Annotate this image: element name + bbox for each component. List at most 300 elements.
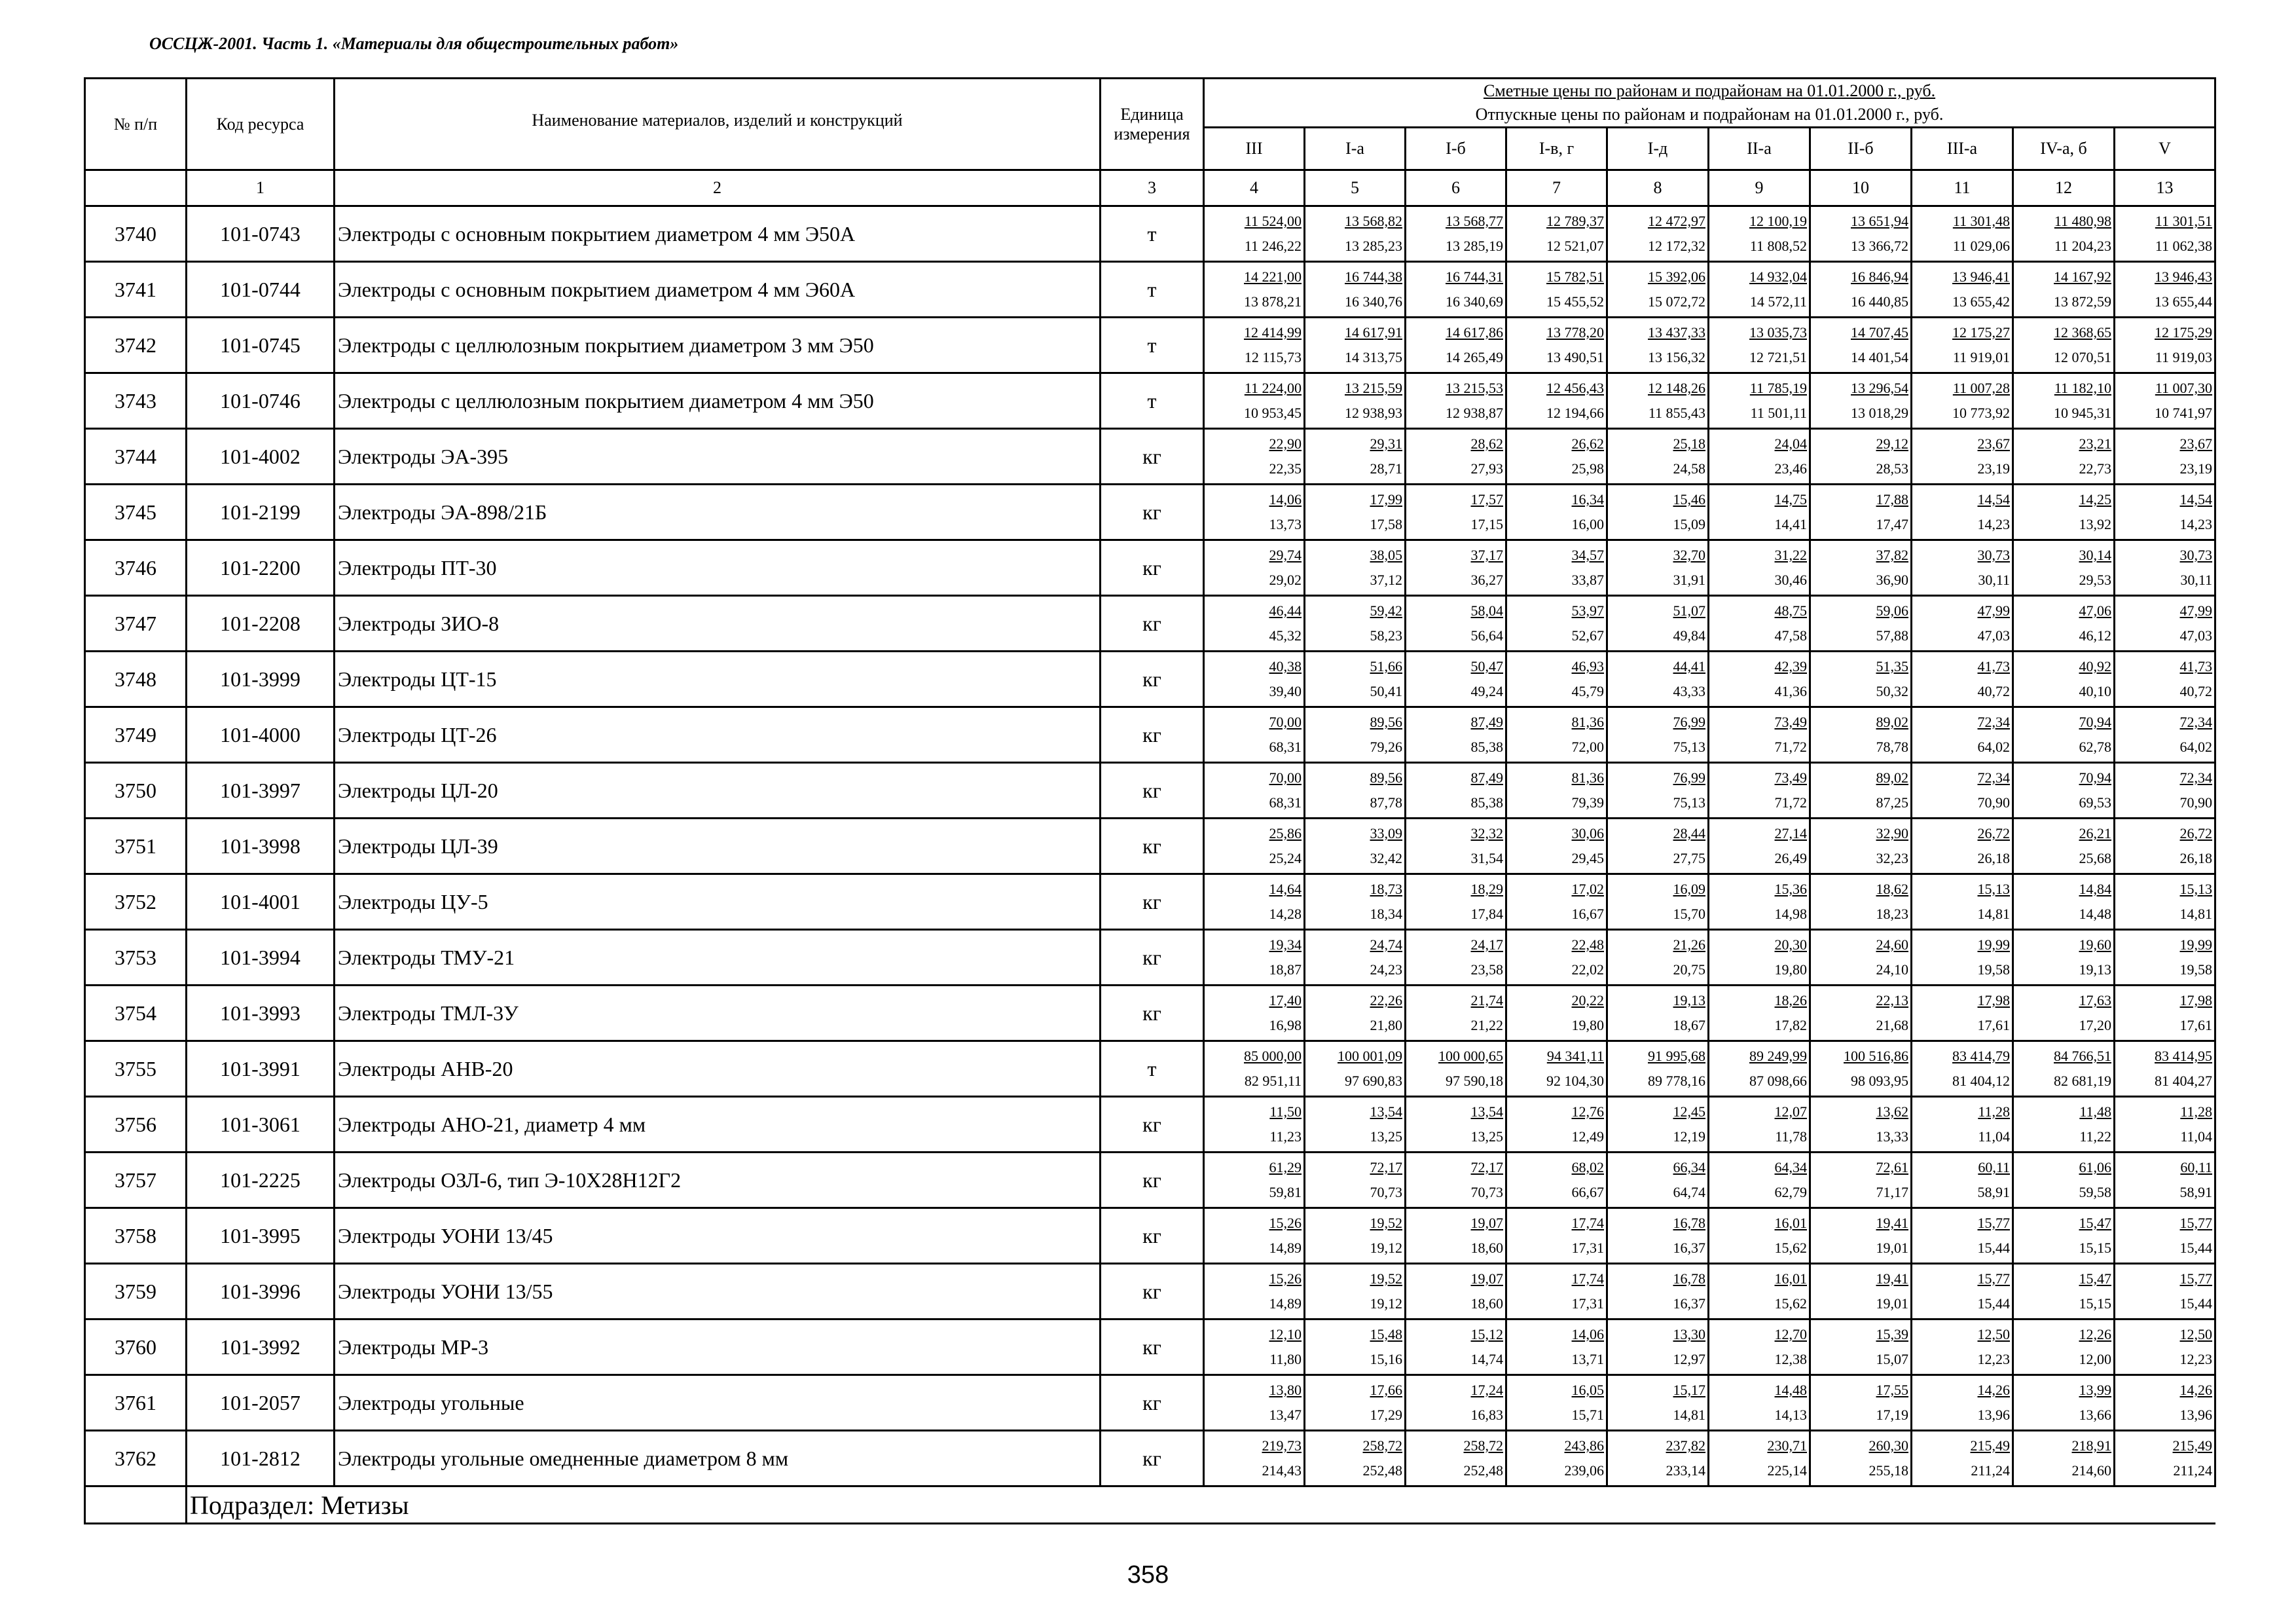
release-price: 15,70 xyxy=(1673,906,1705,922)
release-price: 15,62 xyxy=(1774,1295,1807,1312)
price-table xyxy=(84,77,2216,1524)
price-cell xyxy=(1406,318,1506,373)
estimated-price: 51,66 xyxy=(1370,658,1402,674)
estimated-price: 26,62 xyxy=(1571,435,1604,452)
material-name: Электроды ЭА-395 xyxy=(335,429,1101,485)
price-cell xyxy=(1607,1375,1709,1431)
release-price: 27,93 xyxy=(1470,460,1503,477)
estimated-price: 15,77 xyxy=(2179,1215,2213,1231)
estimated-price: 22,26 xyxy=(1370,992,1402,1008)
header-name: Наименование материалов, изделий и конструкций xyxy=(335,79,1101,170)
material-name: Электроды ЦЛ-39 xyxy=(335,819,1101,874)
release-price: 59,81 xyxy=(1269,1184,1302,1200)
release-price: 13,96 xyxy=(1977,1407,2010,1423)
price-cell xyxy=(2013,1431,2115,1486)
release-price: 13,66 xyxy=(2079,1407,2111,1423)
release-price: 23,58 xyxy=(1470,961,1503,978)
material-name: Электроды ОЗЛ-6, тип Э-10Х28Н12Г2 xyxy=(335,1153,1101,1208)
price-cell xyxy=(1810,262,1912,318)
price-cell xyxy=(1204,1041,1305,1097)
price-cell xyxy=(1810,707,1912,763)
header-prices xyxy=(1204,79,2215,128)
unit-cell: кг xyxy=(1101,1208,1204,1264)
price-cell xyxy=(1709,1320,1810,1375)
release-price: 18,60 xyxy=(1470,1240,1503,1256)
release-price: 12 521,07 xyxy=(1546,238,1604,254)
estimated-price: 12,70 xyxy=(1774,1326,1807,1342)
price-cell xyxy=(1204,1431,1305,1486)
region-header: I-б xyxy=(1406,128,1506,170)
estimated-price: 12,50 xyxy=(2179,1326,2213,1342)
estimated-price: 13 778,20 xyxy=(1546,324,1604,341)
release-price: 70,73 xyxy=(1370,1184,1402,1200)
release-price: 14,81 xyxy=(1977,906,2010,922)
table-row xyxy=(85,206,2215,262)
price-cell xyxy=(1305,1041,1406,1097)
release-price: 58,91 xyxy=(2179,1184,2213,1200)
estimated-price: 12,76 xyxy=(1571,1103,1604,1120)
price-cell xyxy=(1607,1208,1709,1264)
estimated-price: 16,09 xyxy=(1673,881,1705,897)
estimated-price: 19,07 xyxy=(1470,1215,1503,1231)
estimated-price: 12,26 xyxy=(2079,1326,2111,1342)
unit-cell: кг xyxy=(1101,819,1204,874)
release-price: 32,23 xyxy=(1876,850,1908,866)
estimated-price: 260,30 xyxy=(1868,1437,1908,1454)
estimated-price: 15 782,51 xyxy=(1546,268,1604,285)
price-cell xyxy=(1305,485,1406,540)
release-price: 47,58 xyxy=(1774,627,1807,644)
estimated-price: 72,34 xyxy=(1977,769,2010,786)
estimated-price: 30,14 xyxy=(2079,547,2111,563)
price-cell xyxy=(1305,1431,1406,1486)
estimated-price: 68,02 xyxy=(1571,1159,1604,1175)
release-price: 72,00 xyxy=(1571,739,1604,755)
estimated-price: 11,50 xyxy=(1269,1103,1302,1120)
release-price: 15,16 xyxy=(1370,1351,1402,1367)
release-price: 17,61 xyxy=(1977,1017,2010,1033)
estimated-price: 19,99 xyxy=(1977,936,2010,953)
estimated-price: 14 932,04 xyxy=(1749,268,1807,285)
header-num: № п/п xyxy=(85,79,187,170)
material-name: Электроды угольные омедненные диаметром 8 мм xyxy=(335,1431,1101,1486)
column-number: 11 xyxy=(1912,170,2013,206)
release-price: 97 590,18 xyxy=(1446,1073,1503,1089)
release-price: 57,88 xyxy=(1876,627,1908,644)
price-cell xyxy=(1305,1208,1406,1264)
row-number: 3756 xyxy=(85,1097,187,1153)
material-name: Электроды УОНИ 13/45 xyxy=(335,1208,1101,1264)
release-price: 16,83 xyxy=(1470,1407,1503,1423)
estimated-price: 87,49 xyxy=(1470,714,1503,730)
release-price: 50,32 xyxy=(1876,683,1908,699)
release-price: 21,68 xyxy=(1876,1017,1908,1033)
estimated-price: 14 221,00 xyxy=(1244,268,1302,285)
estimated-price: 14 707,45 xyxy=(1851,324,1908,341)
release-price: 18,34 xyxy=(1370,906,1402,922)
material-name: Электроды ЭА-898/21Б xyxy=(335,485,1101,540)
estimated-price: 37,82 xyxy=(1876,547,1908,563)
estimated-price: 237,82 xyxy=(1666,1437,1705,1454)
release-price: 66,67 xyxy=(1571,1184,1604,1200)
price-cell xyxy=(2115,1264,2215,1320)
row-number: 3740 xyxy=(85,206,187,262)
price-cell xyxy=(1305,707,1406,763)
release-price: 15,44 xyxy=(1977,1240,2010,1256)
table-row xyxy=(85,1264,2215,1320)
estimated-price: 89,56 xyxy=(1370,769,1402,786)
estimated-price: 15,77 xyxy=(1977,1215,2010,1231)
estimated-price: 17,24 xyxy=(1470,1382,1503,1398)
release-price: 71,72 xyxy=(1774,739,1807,755)
release-price: 30,11 xyxy=(1978,572,2010,588)
estimated-price: 13 651,94 xyxy=(1851,213,1908,229)
price-cell xyxy=(1912,1431,2013,1486)
region-header: I-в, г xyxy=(1506,128,1607,170)
estimated-price: 12 148,26 xyxy=(1648,380,1705,396)
resource-code: 101-3991 xyxy=(187,1041,335,1097)
release-price: 14,48 xyxy=(2079,906,2111,922)
release-price: 13,73 xyxy=(1269,516,1302,532)
price-cell xyxy=(1305,930,1406,986)
release-price: 24,10 xyxy=(1876,961,1908,978)
unit-cell: кг xyxy=(1101,596,1204,652)
unit-cell: кг xyxy=(1101,1431,1204,1486)
estimated-price: 17,74 xyxy=(1571,1270,1604,1287)
price-cell xyxy=(1607,429,1709,485)
estimated-price: 14,48 xyxy=(1774,1382,1807,1398)
estimated-price: 19,07 xyxy=(1470,1270,1503,1287)
price-cell xyxy=(1305,1264,1406,1320)
table-row xyxy=(85,874,2215,930)
price-cell xyxy=(1912,540,2013,596)
release-price: 211,24 xyxy=(2173,1462,2213,1479)
estimated-price: 14 617,91 xyxy=(1345,324,1402,341)
price-cell xyxy=(2115,1375,2215,1431)
price-cell xyxy=(1607,874,1709,930)
estimated-price: 243,86 xyxy=(1564,1437,1604,1454)
price-cell xyxy=(1912,652,2013,707)
price-cell xyxy=(2013,206,2115,262)
release-price: 10 741,97 xyxy=(2155,405,2213,421)
estimated-price: 15,47 xyxy=(2079,1215,2111,1231)
price-cell xyxy=(1709,1153,1810,1208)
estimated-price: 15,12 xyxy=(1470,1326,1503,1342)
row-number: 3761 xyxy=(85,1375,187,1431)
release-price: 98 093,95 xyxy=(1851,1073,1908,1089)
release-price: 16 340,76 xyxy=(1345,293,1402,310)
price-cell xyxy=(1607,1320,1709,1375)
release-price: 14 265,49 xyxy=(1446,349,1503,365)
release-price: 22,73 xyxy=(2079,460,2111,477)
header-prices-line2: Отпускные цены по районам и подрайонам на 01.01.2000 г., руб. xyxy=(1475,105,1944,124)
price-cell xyxy=(1607,1431,1709,1486)
release-price: 25,68 xyxy=(2079,850,2111,866)
release-price: 14 313,75 xyxy=(1345,349,1402,365)
release-price: 10 945,31 xyxy=(2054,405,2111,421)
release-price: 14,89 xyxy=(1269,1240,1302,1256)
estimated-price: 18,29 xyxy=(1470,881,1503,897)
release-price: 14,23 xyxy=(2179,516,2213,532)
price-cell xyxy=(1810,1153,1912,1208)
price-cell xyxy=(1912,1320,2013,1375)
release-price: 79,39 xyxy=(1571,794,1604,811)
release-price: 12 721,51 xyxy=(1749,349,1807,365)
estimated-price: 40,38 xyxy=(1269,658,1302,674)
release-price: 89 778,16 xyxy=(1648,1073,1705,1089)
row-number: 3758 xyxy=(85,1208,187,1264)
price-cell xyxy=(1204,596,1305,652)
price-cell xyxy=(1912,1097,2013,1153)
table-row xyxy=(85,763,2215,819)
price-cell xyxy=(1204,429,1305,485)
column-number: 3 xyxy=(1101,170,1204,206)
material-name: Электроды ЦЛ-20 xyxy=(335,763,1101,819)
row-number: 3753 xyxy=(85,930,187,986)
release-price: 29,53 xyxy=(2079,572,2111,588)
release-price: 81 404,27 xyxy=(2155,1073,2213,1089)
price-cell xyxy=(1912,318,2013,373)
column-number: 10 xyxy=(1810,170,1912,206)
page-number: 358 xyxy=(1127,1561,1169,1589)
price-cell xyxy=(1406,1431,1506,1486)
row-number: 3746 xyxy=(85,540,187,596)
row-number: 3747 xyxy=(85,596,187,652)
release-price: 11 919,01 xyxy=(1952,349,2010,365)
release-price: 12,00 xyxy=(2079,1351,2111,1367)
price-cell xyxy=(1912,1208,2013,1264)
release-price: 214,43 xyxy=(1262,1462,1302,1479)
table-row xyxy=(85,986,2215,1041)
price-cell xyxy=(1204,373,1305,429)
row-number: 3754 xyxy=(85,986,187,1041)
release-price: 15,15 xyxy=(2079,1295,2111,1312)
release-price: 12,38 xyxy=(1774,1351,1807,1367)
release-price: 15,71 xyxy=(1571,1407,1604,1423)
release-price: 33,87 xyxy=(1571,572,1604,588)
price-cell xyxy=(1506,318,1607,373)
release-price: 13,71 xyxy=(1571,1351,1604,1367)
price-cell xyxy=(1406,485,1506,540)
price-cell xyxy=(1810,1431,1912,1486)
price-cell xyxy=(1204,986,1305,1041)
price-cell xyxy=(1506,1264,1607,1320)
price-cell xyxy=(2013,485,2115,540)
release-price: 12 938,93 xyxy=(1345,405,1402,421)
price-cell xyxy=(1406,1153,1506,1208)
estimated-price: 26,72 xyxy=(2179,825,2213,841)
price-cell xyxy=(1204,318,1305,373)
table-row xyxy=(85,930,2215,986)
release-price: 26,49 xyxy=(1774,850,1807,866)
release-price: 29,02 xyxy=(1269,572,1302,588)
release-price: 19,58 xyxy=(2179,961,2213,978)
material-name: Электроды с основным покрытием диаметром 4 мм Э60А xyxy=(335,262,1101,318)
column-number: 12 xyxy=(2013,170,2115,206)
column-number: 2 xyxy=(335,170,1101,206)
estimated-price: 15,13 xyxy=(1977,881,2010,897)
release-price: 15,44 xyxy=(1977,1295,2010,1312)
estimated-price: 85 000,00 xyxy=(1244,1048,1302,1064)
price-cell xyxy=(1912,206,2013,262)
unit-cell: т xyxy=(1101,262,1204,318)
release-price: 11 029,06 xyxy=(1952,238,2010,254)
release-price: 11 501,11 xyxy=(1750,405,1807,421)
estimated-price: 87,49 xyxy=(1470,769,1503,786)
release-price: 15,09 xyxy=(1673,516,1705,532)
estimated-price: 30,73 xyxy=(2179,547,2213,563)
price-cell xyxy=(1305,819,1406,874)
estimated-price: 38,05 xyxy=(1370,547,1402,563)
estimated-price: 13,54 xyxy=(1470,1103,1503,1120)
release-price: 64,02 xyxy=(2179,739,2213,755)
estimated-price: 16,78 xyxy=(1673,1215,1705,1231)
estimated-price: 40,92 xyxy=(2079,658,2111,674)
unit-cell: кг xyxy=(1101,874,1204,930)
release-price: 19,01 xyxy=(1876,1295,1908,1312)
row-number: 3752 xyxy=(85,874,187,930)
estimated-price: 81,36 xyxy=(1571,769,1604,786)
estimated-price: 14,25 xyxy=(2079,491,2111,507)
resource-code: 101-3998 xyxy=(187,819,335,874)
estimated-price: 15,46 xyxy=(1673,491,1705,507)
price-cell xyxy=(1709,373,1810,429)
estimated-price: 47,99 xyxy=(2179,602,2213,619)
release-price: 71,72 xyxy=(1774,794,1807,811)
table-row xyxy=(85,819,2215,874)
release-price: 11 062,38 xyxy=(2155,238,2213,254)
release-price: 11 808,52 xyxy=(1749,238,1807,254)
price-cell xyxy=(1406,262,1506,318)
table-row xyxy=(85,1153,2215,1208)
release-price: 16,37 xyxy=(1673,1295,1705,1312)
release-price: 28,53 xyxy=(1876,460,1908,477)
price-cell xyxy=(1709,262,1810,318)
release-price: 19,80 xyxy=(1571,1017,1604,1033)
estimated-price: 12,50 xyxy=(1977,1326,2010,1342)
price-cell xyxy=(1810,986,1912,1041)
estimated-price: 32,32 xyxy=(1470,825,1503,841)
estimated-price: 21,74 xyxy=(1470,992,1503,1008)
price-cell xyxy=(1607,1097,1709,1153)
price-cell xyxy=(1607,1153,1709,1208)
estimated-price: 13 215,59 xyxy=(1345,380,1402,396)
estimated-price: 12 100,19 xyxy=(1749,213,1807,229)
price-cell xyxy=(1912,763,2013,819)
estimated-price: 72,34 xyxy=(1977,714,2010,730)
estimated-price: 22,13 xyxy=(1876,992,1908,1008)
table-row xyxy=(85,262,2215,318)
table-row xyxy=(85,1097,2215,1153)
price-cell xyxy=(2115,262,2215,318)
release-price: 17,29 xyxy=(1370,1407,1402,1423)
table-body xyxy=(85,206,2215,1524)
price-cell xyxy=(2013,1320,2115,1375)
release-price: 40,10 xyxy=(2079,683,2111,699)
price-cell xyxy=(1305,1153,1406,1208)
release-price: 19,80 xyxy=(1774,961,1807,978)
estimated-price: 19,99 xyxy=(2179,936,2213,953)
estimated-price: 28,62 xyxy=(1470,435,1503,452)
price-cell xyxy=(1204,930,1305,986)
price-cell xyxy=(1406,652,1506,707)
column-number: 8 xyxy=(1607,170,1709,206)
price-cell xyxy=(2115,819,2215,874)
price-cell xyxy=(1305,1375,1406,1431)
price-cell xyxy=(1709,1208,1810,1264)
release-price: 87,78 xyxy=(1370,794,1402,811)
price-cell xyxy=(1607,596,1709,652)
release-price: 36,27 xyxy=(1470,572,1503,588)
price-cell xyxy=(1912,986,2013,1041)
price-cell xyxy=(2013,596,2115,652)
unit-cell: кг xyxy=(1101,429,1204,485)
estimated-price: 73,49 xyxy=(1774,769,1807,786)
estimated-price: 23,67 xyxy=(2179,435,2213,452)
release-price: 26,18 xyxy=(2179,850,2213,866)
release-price: 17,82 xyxy=(1774,1017,1807,1033)
price-cell xyxy=(2013,540,2115,596)
release-price: 16 440,85 xyxy=(1851,293,1908,310)
price-cell xyxy=(1204,763,1305,819)
release-price: 10 773,92 xyxy=(1952,405,2010,421)
price-cell xyxy=(1406,1264,1506,1320)
column-number: 13 xyxy=(2115,170,2215,206)
price-cell xyxy=(1912,373,2013,429)
price-cell xyxy=(1912,707,2013,763)
estimated-price: 48,75 xyxy=(1774,602,1807,619)
price-cell xyxy=(1709,429,1810,485)
release-price: 17,20 xyxy=(2079,1017,2111,1033)
release-price: 17,47 xyxy=(1876,516,1908,532)
estimated-price: 15,13 xyxy=(2179,881,2213,897)
estimated-price: 58,04 xyxy=(1470,602,1503,619)
release-price: 32,42 xyxy=(1370,850,1402,866)
price-cell xyxy=(1506,262,1607,318)
price-cell xyxy=(2013,429,2115,485)
row-number: 3750 xyxy=(85,763,187,819)
price-cell xyxy=(1406,429,1506,485)
table-row xyxy=(85,540,2215,596)
release-price: 19,12 xyxy=(1370,1295,1402,1312)
estimated-price: 19,52 xyxy=(1370,1215,1402,1231)
release-price: 78,78 xyxy=(1876,739,1908,755)
estimated-price: 14,26 xyxy=(1977,1382,2010,1398)
price-cell xyxy=(1406,1041,1506,1097)
release-price: 25,98 xyxy=(1571,460,1604,477)
price-cell xyxy=(2013,930,2115,986)
estimated-price: 13 946,41 xyxy=(1952,268,2010,285)
price-cell xyxy=(1305,262,1406,318)
price-cell xyxy=(1709,206,1810,262)
resource-code: 101-3995 xyxy=(187,1208,335,1264)
estimated-price: 30,73 xyxy=(1977,547,2010,563)
estimated-price: 41,73 xyxy=(2179,658,2213,674)
region-header: IV-а, б xyxy=(2013,128,2115,170)
row-number: 3749 xyxy=(85,707,187,763)
price-cell xyxy=(2115,1208,2215,1264)
price-cell xyxy=(1709,819,1810,874)
price-cell xyxy=(2115,652,2215,707)
release-price: 85,38 xyxy=(1470,794,1503,811)
column-number: 5 xyxy=(1305,170,1406,206)
resource-code: 101-0745 xyxy=(187,318,335,373)
price-cell xyxy=(1912,1375,2013,1431)
price-cell xyxy=(2115,596,2215,652)
release-price: 17,84 xyxy=(1470,906,1503,922)
estimated-price: 15,17 xyxy=(1673,1382,1705,1398)
unit-cell: кг xyxy=(1101,485,1204,540)
